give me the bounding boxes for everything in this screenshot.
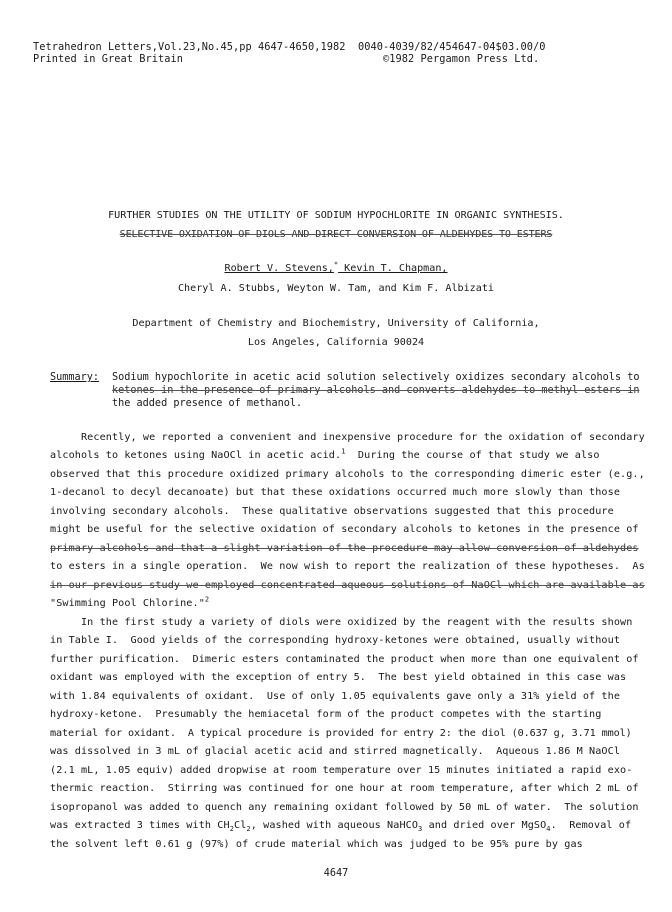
printed-copyright-line: Printed in Great Britain ©1982 Pergamon Press Ltd. xyxy=(33,53,540,65)
body-line: further purification. Dimeric esters contaminated the product when more than one equivalent of xyxy=(50,654,639,665)
article-title: FURTHER STUDIES ON THE UTILITY OF SODIUM HYPOCHLORITE IN ORGANIC SYNTHESIS. xyxy=(108,210,564,221)
footnote-ref-2: 2 xyxy=(204,595,210,604)
corresponding-author-mark: * xyxy=(333,260,339,269)
article-subtitle: SELECTIVE OXIDATION OF DIOLS AND DIRECT CONVERSION OF ALDEHYDES TO ESTERS xyxy=(119,229,553,240)
author-chapman: Kevin T. Chapman, xyxy=(338,263,448,274)
summary-label: Summary: xyxy=(50,372,100,383)
affiliation-line-1: Department of Chemistry and Biochemistry, University of California, xyxy=(132,318,540,329)
summary-line: Sodium hypochlorite in acetic acid solution selectively oxidizes secondary alcohols to xyxy=(112,372,640,383)
body-line: material for oxidant. A typical procedure is provided for entry 2: the diol (0.637 g, 3.71 mmol) xyxy=(50,728,632,739)
body-line: isopropanol was added to quench any remaining oxidant followed by 50 mL of water. The solution xyxy=(50,802,639,813)
body-line: with 1.84 equivalents of oxidant. Use of only 1.05 equivalents gave only a 31% yield of the xyxy=(50,691,621,702)
body-line: thermic reaction. Stirring was continued for one hour at room temperature, after which 2 mL of xyxy=(50,783,639,794)
body-line: in our previous study we employed concentrated aqueous solutions of NaOCl which are available as xyxy=(50,580,645,591)
body-line: was dissolved in 3 mL of glacial acetic acid and stirred magnetically. Aqueous 1.86 M NaOCl xyxy=(50,746,621,757)
body-line: "Swimming Pool Chlorine."$^2$ xyxy=(50,595,210,609)
page-number: 4647 xyxy=(323,868,349,879)
authors-line-2: Cheryl A. Stubbs, Weyton W. Tam, and Kim F. Albizati xyxy=(177,283,494,294)
body-line: primary alcohols and that a slight variation of the procedure may allow conversion of aldehydes xyxy=(50,543,639,554)
body-line: Recently, we reported a convenient and inexpensive procedure for the oxidation of secondary xyxy=(50,432,645,443)
body-line: (2.1 mL, 1.05 equiv) added dropwise at room temperature over 15 minutes initiated a rapid exo- xyxy=(50,765,633,776)
journal-citation-line: Tetrahedron Letters,Vol.23,No.45,pp 4647-4650,1982 0040-4039/82/454647-04$03.00/0 xyxy=(33,41,546,53)
body-line: in Table I. Good yields of the corresponding hydroxy-ketones were obtained, usually without xyxy=(50,635,621,646)
affiliation-line-2: Los Angeles, California 90024 xyxy=(247,337,425,348)
body-line: the solvent left 0.61 g (97%) of crude material which was judged to be 95% pure by gas xyxy=(50,839,583,850)
body-line: hydroxy-ketone. Presumably the hemiacetal form of the product competes with the starting xyxy=(50,709,602,720)
body-line: was extracted 3 times with $CH_2Cl_2$, washed with aqueous NaHCO$_3$ and dried over MgSO$_4$. Removal of xyxy=(50,820,632,834)
body-line: oxidant was employed with the exception of entry 5. The best yield obtained in this case was xyxy=(50,672,627,683)
authors-line-1 xyxy=(0,260,672,274)
body-line: 1-decanol to decyl decanoate) but that these oxidations occurred much more slowly than those xyxy=(50,487,621,498)
body-line: alcohols to ketones using NaOCl in acetic acid.$^1$ During the course of that study we also xyxy=(50,447,600,461)
body-line: In the first study a variety of diols were oxidized by the reagent with the results shown xyxy=(50,617,633,628)
body-line: observed that this procedure oxidized primary alcohols to the corresponding dimeric ester (e.g., xyxy=(50,469,645,480)
summary-line: ketones in the presence of primary alcohols and converts aldehydes to methyl esters in xyxy=(112,385,640,396)
summary-line: the added presence of methanol. xyxy=(112,398,303,409)
author-stevens: Robert V. Stevens, xyxy=(224,263,334,274)
footnote-ref-1: 1 xyxy=(341,447,346,456)
body-line: to esters in a single operation. We now wish to report the realization of these hypotheses. As xyxy=(50,561,645,572)
body-line: involving secondary alcohols. These qualitative observations suggested that this procedure xyxy=(50,506,614,517)
body-line: might be useful for the selective oxidation of secondary alcohols to ketones in the presence of xyxy=(50,524,639,535)
